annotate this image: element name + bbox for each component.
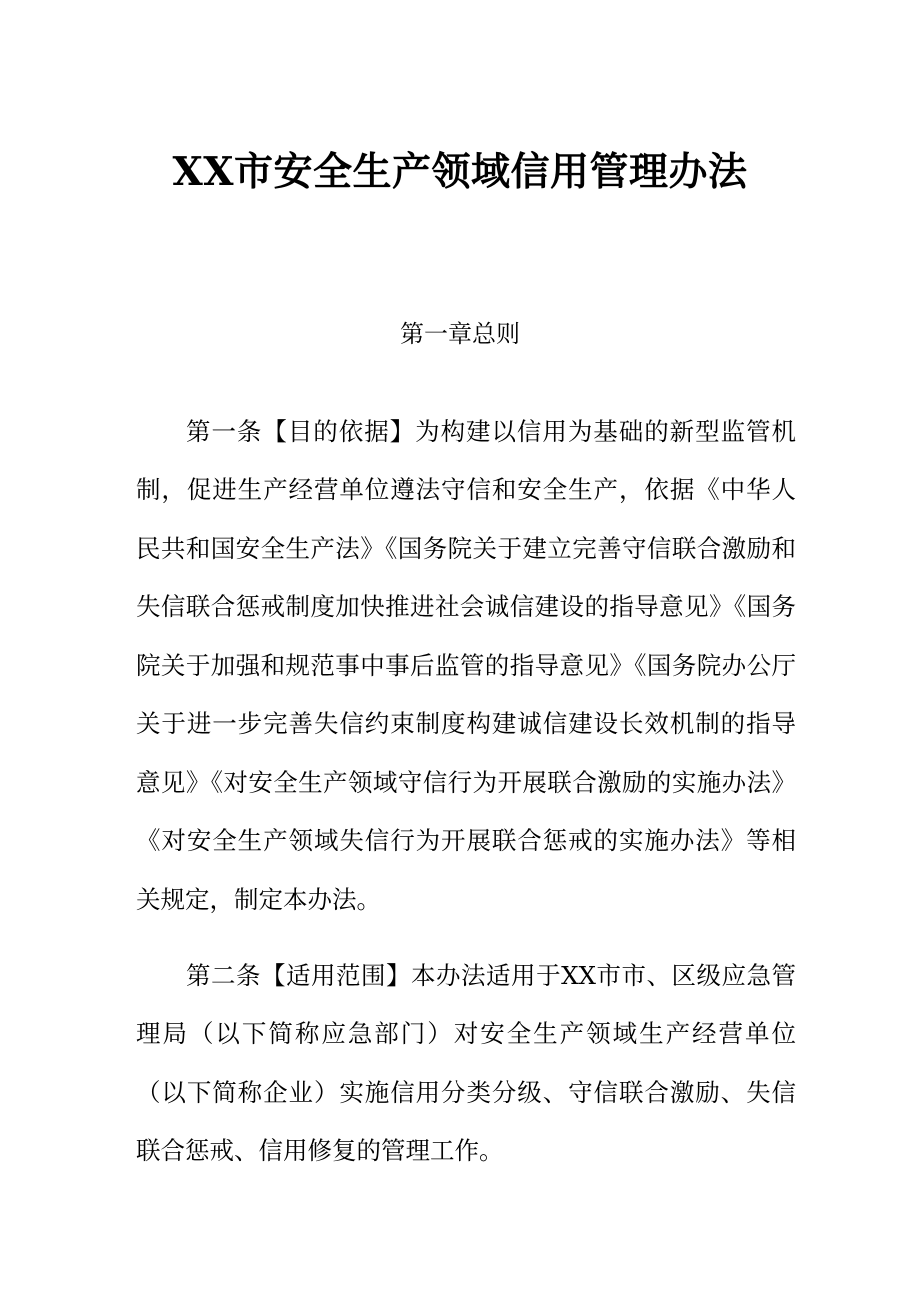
article-2-paragraph: 第二条【适用范围】本办法适用于XX市市、区级应急管理局（以下简称应急部门）对安全生产领域生产经营单位（以下简称企业）实施信用分类分级、守信联合激励、失信联合惩戒、信用修复的管理工作。	[136, 960, 796, 1165]
article-1-paragraph: 第一条【目的依据】为构建以信用为基础的新型监管机制，促进生产经营单位遵法守信和安全生产，依据《中华人民共和国安全生产法》《国务院关于建立完善守信联合激励和失信联合惩戒制度加快推进社会诚信建设的指导意见》《国务院关于加强和规范事中事后监管的指导意见》《国务院办公厅关于进一步完善失信约束制度构建诚信建设长效机制的指导意见》《对安全生产领域守信行为开展联合激励的实施办法》《对安全生产领域失信行为开展联合惩戒的实施办法》等相关规定，制定本办法。	[136, 416, 796, 914]
chapter-heading: 第一章总则	[400, 320, 520, 348]
document-title: XX市安全生产领域信用管理办法	[172, 149, 748, 196]
